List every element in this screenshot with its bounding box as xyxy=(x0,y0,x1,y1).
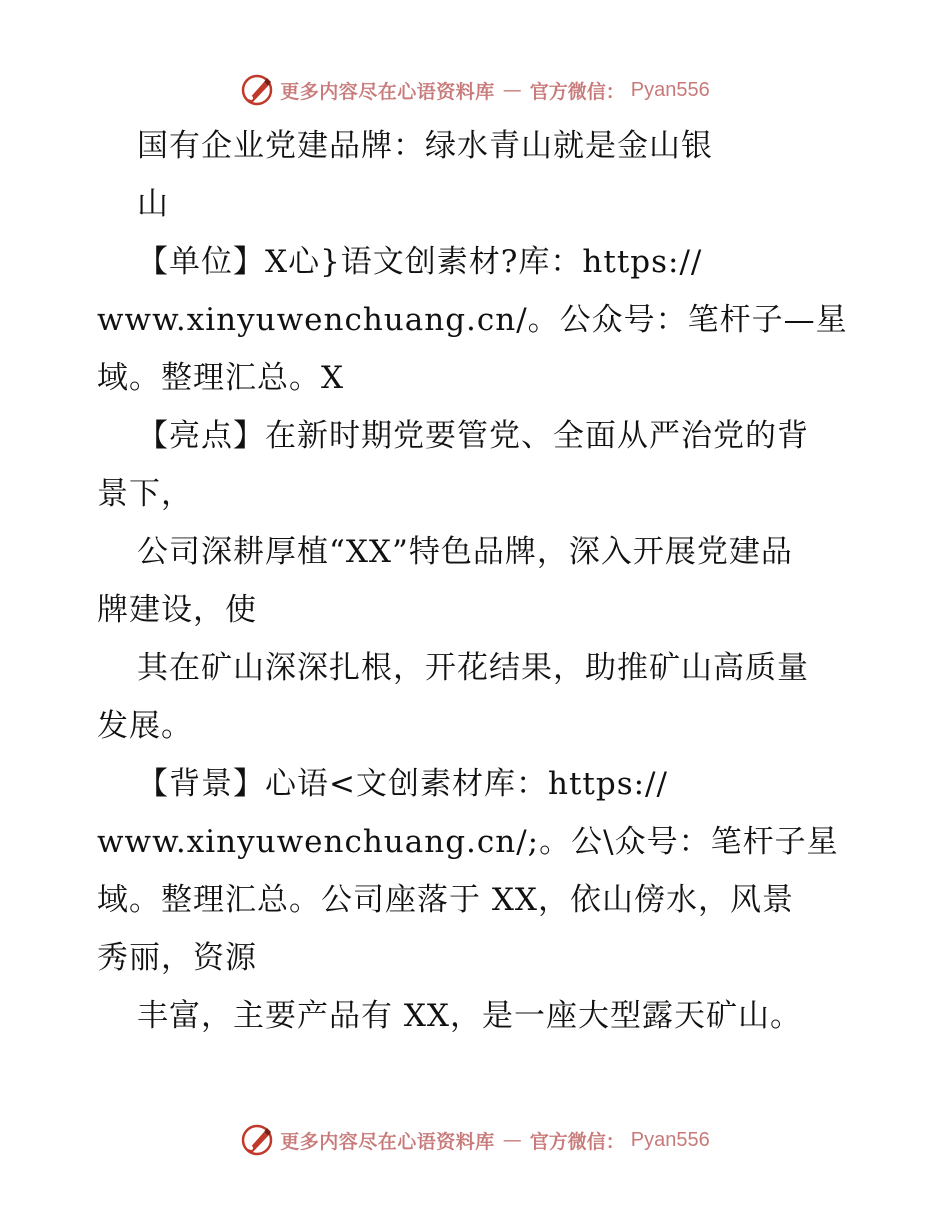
pen-nib-logo-icon xyxy=(240,73,274,107)
paragraph-background-line-5: 丰富，主要产品有 XX，是一座大型露天矿山。 xyxy=(137,998,802,1034)
banner-official-label: 官方微信： xyxy=(529,80,625,103)
banner-separator: — xyxy=(502,79,522,101)
header-banner xyxy=(0,70,950,110)
document-body xyxy=(97,117,857,1045)
banner-main-text: 更多内容尽在心语资料库 xyxy=(280,80,495,103)
paragraph-highlight-line-5: 其在矿山深深扎根，开花结果，助推矿山高质量 xyxy=(137,650,809,686)
banner-separator: — xyxy=(502,1129,522,1151)
paragraph-highlight-line-3: 公司深耕厚植“XX”特色品牌，深入开展党建品 xyxy=(137,534,793,570)
footer-banner xyxy=(0,1120,950,1160)
paragraph-unit-line-2: www.xinyuwenchuang.cn/。公众号：笔杆子—星 xyxy=(97,302,848,338)
paragraph-highlight-line-2: 景下， xyxy=(97,476,193,512)
banner-official-label: 官方微信： xyxy=(529,1130,625,1153)
paragraph-unit-line-3: 域。整理汇总。X xyxy=(97,360,345,396)
paragraph-background-line-1: 【背景】心语<文创素材库：https:// xyxy=(137,766,668,802)
paragraph-background-line-3: 域。整理汇总。公司座落于 XX，依山傍水，风景 xyxy=(97,882,794,918)
paragraph-unit-line-1: 【单位】X心}语文创素材?库：https:// xyxy=(137,244,703,280)
document-title-line-1: 国有企业党建品牌：绿水青山就是金山银 xyxy=(137,128,713,164)
paragraph-highlight-line-4: 牌建设，使 xyxy=(97,592,257,628)
banner-main-text: 更多内容尽在心语资料库 xyxy=(280,1130,495,1153)
pen-nib-logo-icon xyxy=(240,1123,274,1157)
paragraph-background-line-4: 秀丽，资源 xyxy=(97,940,257,976)
banner-wechat-id: Pyan556 xyxy=(630,1128,710,1151)
paragraph-highlight-line-1: 【亮点】在新时期党要管党、全面从严治党的背 xyxy=(137,418,809,454)
document-title-line-2: 山 xyxy=(137,186,169,222)
paragraph-background-line-2: www.xinyuwenchuang.cn/;。公\众号：笔杆子星 xyxy=(97,824,839,860)
paragraph-highlight-line-6: 发展。 xyxy=(97,708,193,744)
banner-wechat-id: Pyan556 xyxy=(630,78,710,101)
